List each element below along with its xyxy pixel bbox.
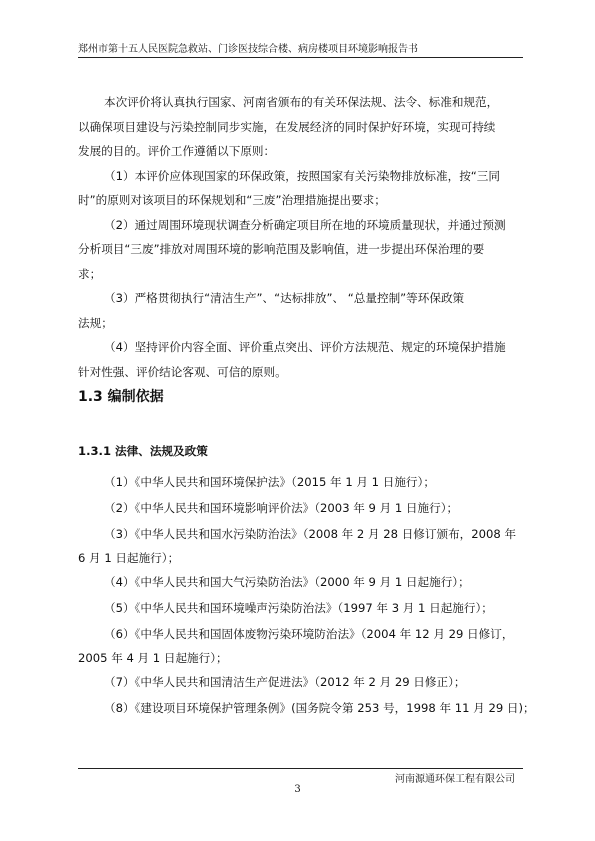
intro-line: 法规；: [78, 315, 113, 330]
law-item: （4）《中华人民共和国大气污染防治法》（2000 年 9 月 1 日起施行）；: [104, 575, 470, 589]
running-header: 郑州市第十五人民医院急救站、门诊医技综合楼、病房楼项目环境影响报告书: [78, 44, 418, 55]
intro-line: （2）通过周围环境现状调查分析确定项目所在地的环境质量现状，并通过预测: [104, 217, 506, 232]
intro-line: （3）严格贯彻执行“清洁生产”、“达标排放”、 “总量控制”等环保政策: [104, 291, 465, 305]
intro-line: 分析项目“三废”排放对周围环境的影响范围及影响值，进一步提出环保治理的要: [78, 242, 485, 256]
law-item: （7）《中华人民共和国清洁生产促进法》（2012 年 2 月 29 日修正）；: [104, 675, 466, 689]
intro-line: （4）坚持评价内容全面、评价重点突出、评价方法规范、规定的环境保护措施: [104, 340, 506, 354]
intro-line: 本次评价将认真执行国家、河南省颁布的有关环保法规、法令、标准和规范，: [104, 95, 499, 109]
page-number: 3: [294, 784, 301, 795]
law-item: （8）《建设项目环境保护管理条例》(国务院令第 253 号，1998 年 11 月 29 日)；: [104, 701, 535, 715]
intro-line: 以确保项目建设与污染控制同步实施，在发展经济的同时保护好环境，实现可持续: [78, 119, 496, 134]
law-item: （1）《中华人民共和国环境保护法》（2015 年 1 月 1 日施行）；: [104, 475, 435, 489]
law-item: （3）《中华人民共和国水污染防治法》（2008 年 2 月 28 日修订颁布，2008 年: [104, 527, 517, 541]
law-item: （5）《中华人民共和国环境噪声污染防治法》（1997 年 3 月 1 日起施行）；: [104, 601, 493, 615]
footer-company: 河南源通环保工程有限公司: [395, 774, 515, 785]
subsection-heading: 1.3.1 法律、法规及政策: [78, 444, 208, 458]
intro-line: 针对性强、评价结论客观、可信的原则。: [78, 364, 287, 379]
intro-line: 求；: [78, 266, 102, 281]
law-item: 2005 年 4 月 1 日起施行）；: [78, 651, 228, 665]
section-heading: 1.3 编制依据: [78, 389, 164, 405]
law-item: （6）《中华人民共和国固体废物污染环境防治法》（2004 年 12 月 29 日修订，: [104, 627, 514, 641]
header-rule: [78, 57, 523, 58]
intro-line: 时”的原则对该项目的环保规划和“三废”治理措施提出要求；: [78, 193, 386, 207]
intro-line: 发展的目的。评价工作遵循以下原则：: [78, 144, 276, 158]
footer-rule: [78, 768, 523, 769]
law-item: （2）《中华人民共和国环境影响评价法》（2003 年 9 月 1 日施行）；: [104, 501, 459, 515]
law-item: 6 月 1 日起施行）；: [78, 551, 180, 565]
intro-line: （1）本评价应体现国家的环保政策，按照国家有关污染物排放标准，按“三同: [104, 168, 500, 183]
